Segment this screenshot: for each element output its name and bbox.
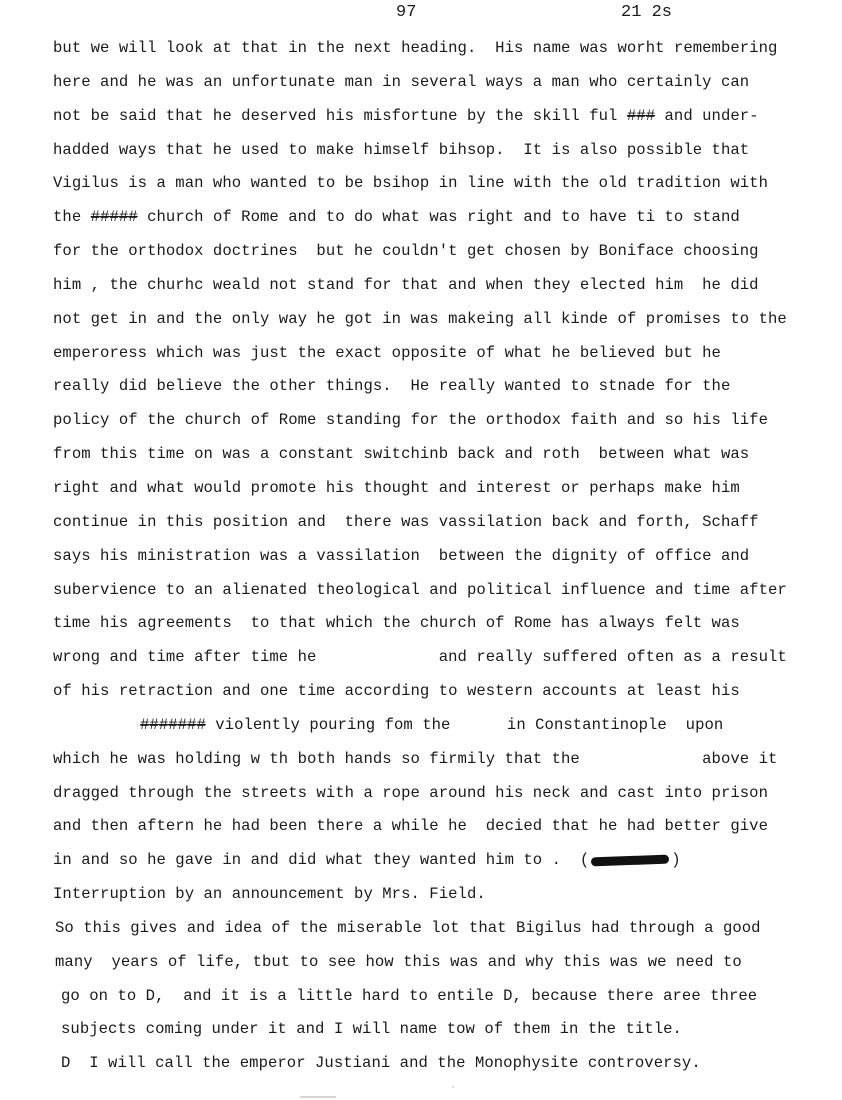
text-segment: not be said that he deserved his misfortune by the skill ful: [53, 106, 627, 125]
text-line: and then aftern he had been there a while he decied that he had better give: [53, 817, 768, 836]
text-line: Interruption by an announcement by Mrs. Field.: [53, 885, 486, 904]
text-line: him , the churhc weald not stand for that and when they elected him he did: [53, 275, 759, 294]
typed-text-body: [53, 38, 842, 1087]
text-line: which he was holding w th both hands so firmily that the above it: [53, 749, 778, 768]
text-line: here and he was an unfortunate man in several ways a man who certainly can: [53, 72, 750, 91]
text-line: from this time on was a constant switchinb back and roth between what was: [53, 445, 750, 464]
text-line: emperoress which was just the exact opposite of what he believed but he: [53, 343, 721, 362]
text-line: of his retraction and one time according to western accounts at least his: [53, 682, 740, 701]
page-number: 97: [396, 3, 417, 22]
text-line: wrong and time after time he and really suffered often as a result: [53, 648, 787, 667]
text-line: go on to D, and it is a little hard to entile D, because there aree three: [61, 986, 758, 1005]
text-line: really did believe the other things. He really wanted to stnade for the: [53, 377, 731, 396]
struck-out-text: #####: [90, 208, 138, 227]
text-line: continue in this position and there was vassilation back and forth, Schaff: [53, 512, 759, 531]
struck-out-text: ###: [626, 106, 656, 125]
text-line: but we will look at that in the next heading. His name was worht remembering: [53, 39, 778, 57]
text-line: hadded ways that he used to make himself bihsop. It is also possible that: [53, 140, 750, 159]
scan-speck: [452, 1086, 454, 1088]
text-line: says his ministration was a vassilation between the dignity of office and: [53, 546, 750, 565]
text-line: for the orthodox doctrines but he couldn't get chosen by Boniface choosing: [53, 242, 759, 261]
text-segment: violently pouring fom the in Constantinople upon: [205, 715, 724, 734]
text-line: policy of the church of Rome standing for the orthodox faith and so his life: [53, 411, 768, 430]
text-line: Vigilus is a man who wanted to be bsihop in line with the old tradition with: [53, 174, 768, 193]
text-line: D I will call the emperor Justiani and the Monophysite controversy.: [61, 1054, 701, 1073]
text-line: subervience to an alienated theological and political influence and time after: [53, 580, 787, 599]
text-segment: ): [671, 851, 681, 870]
text-line: many years of life, tbut to see how this was and why this was we need to: [55, 952, 742, 971]
scan-smudge: [300, 1096, 336, 1098]
text-segment: the: [53, 208, 91, 227]
page-code: 21 2s: [621, 3, 673, 22]
text-line: subjects coming under it and I will name tow of them in the title.: [61, 1020, 682, 1039]
text-line: [53, 207, 842, 241]
text-line: So this gives and idea of the miserable lot that Bigilus had through a good: [55, 918, 761, 937]
text-line: time his agreements to that which the church of Rome has always felt was: [53, 614, 740, 633]
redaction-mark: [591, 854, 669, 866]
text-segment: and under-: [655, 106, 759, 125]
text-line: [53, 715, 842, 749]
text-line: dragged through the streets with a rope around his neck and cast into prison: [53, 783, 768, 802]
text-line: [53, 106, 842, 140]
struck-out-text: #######: [140, 715, 206, 734]
text-line: not get in and the only way he got in was makeing all kinde of promises to the: [53, 309, 787, 328]
text-line: right and what would promote his thought and interest or perhaps make him: [53, 478, 740, 497]
text-segment: in and so he gave in and did what they wanted him to . (: [53, 851, 590, 870]
text-segment: church of Rome and to do what was right and to have ti to stand: [137, 208, 740, 227]
text-line: [53, 850, 842, 884]
